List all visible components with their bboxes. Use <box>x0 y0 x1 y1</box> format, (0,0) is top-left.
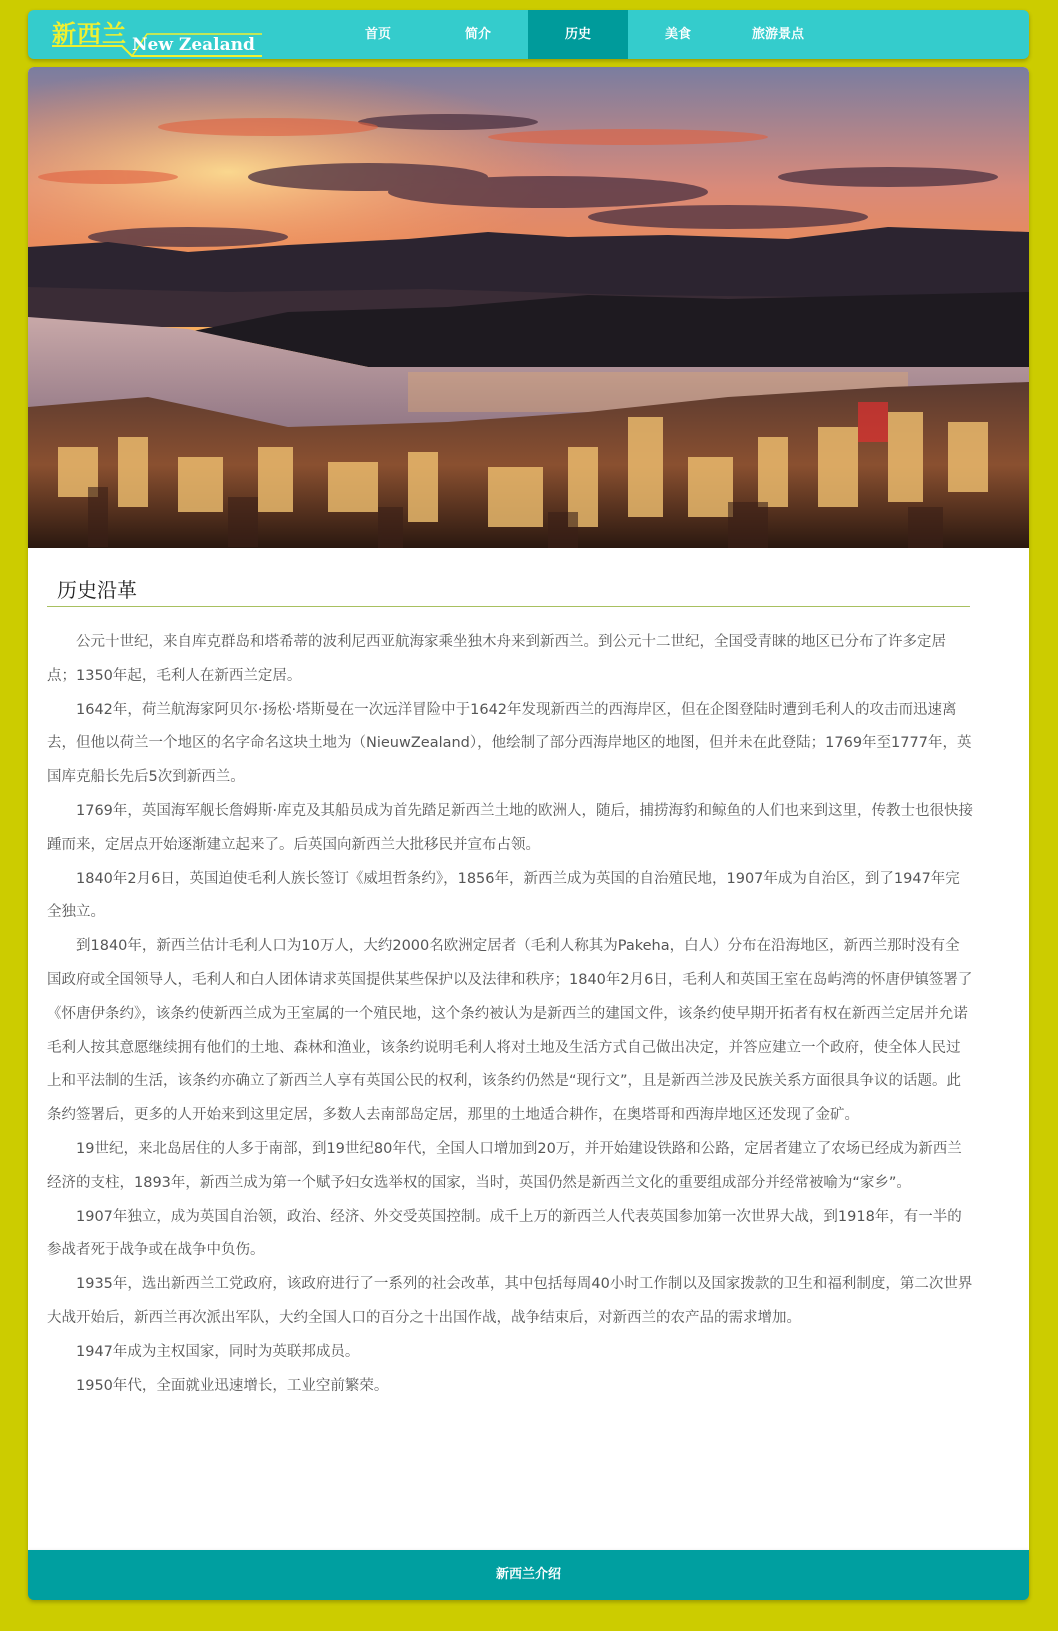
logo-chinese: 新西兰 <box>52 20 127 48</box>
article-paragraph: 1907年独立，成为英国自治领，政治、经济、外交受英国控制。成千上万的新西兰人代表英国参加第一次世界大战，到1918年，有一半的参战者死于战争或在战争中负伤。 <box>47 1208 962 1259</box>
article-paragraph: 1840年2月6日，英国迫使毛利人族长签订《威坦哲条约》，1856年，新西兰成为英国的自治殖民地，1907年成为自治区，到了1947年完全独立。 <box>47 870 960 921</box>
article-paragraph: 1947年成为主权国家，同时为英联邦成员。 <box>76 1343 360 1360</box>
article-paragraph: 到1840年，新西兰估计毛利人口为10万人，大约2000名欧洲定居者（毛利人称其为Pakeha，白人）分布在沿海地区，新西兰那时没有全国政府或全国领导人，毛利人和白人团体请求英国提供某些保护以及法律和秩序；1840年2月6日，毛利人和英国王室在岛屿湾的怀唐伊镇签署了《怀唐伊条约》，该条约使新西兰成为王室属的一个殖民地，这个条约被认为是新西兰的建国文件，该条约使早期开拓者有权在新西兰定居并允诺毛利人按其意愿继续拥有他们的土地、森林和渔业，该条约说明毛利人将对土地及生活方式自己做出决定，并答应建立一个政府，使全体人民过上和平法制的生活，该条约亦确立了新西兰人享有英国公民的权利，该条约仍然是“现行文”，且是新西兰涉及民族关系方面很具争议的话题。此条约签署后，更多的人开始来到这里定居，多数人去南部岛定居，那里的土地适合耕作，在奥塔哥和西海岸地区还发现了金矿。 <box>47 938 973 1124</box>
article-paragraph: 公元十世纪，来自库克群岛和塔希蒂的波利尼西亚航海家乘坐独木舟来到新西兰。到公元十二世纪，全国受青睐的地区已分布了许多定居点；1350年起，毛利人在新西兰定居。 <box>47 634 946 684</box>
nav-item-attractions[interactable]: 旅游景点 <box>751 27 804 42</box>
nav-item-intro[interactable]: 简介 <box>464 27 491 42</box>
article-paragraph: 1935年，选出新西兰工党政府，该政府进行了一系列的社会改革，其中包括每周40小时工作制以及国家拨款的卫生和福利制度，第二次世界大战开始后，新西兰再次派出军队，大约全国人口的百分之十出国作战，战争结束后，对新西兰的农产品的需求增加。 <box>47 1276 973 1326</box>
article-paragraph: 1950年代，全面就业迅速增长，工业空前繁荣。 <box>76 1377 389 1394</box>
header-bar <box>28 10 1029 59</box>
page-title: 历史沿革 <box>57 578 137 602</box>
nav-item-history[interactable]: 历史 <box>528 10 628 59</box>
logo-english: New Zealand <box>132 35 255 55</box>
article-paragraph: 1642年，荷兰航海家阿贝尔·扬松·塔斯曼在一次远洋冒险中于1642年发现新西兰的西海岸区，但在企图登陆时遭到毛利人的攻击而迅速离去，但他以荷兰一个地区的名字命名这块土地为（NieuwZealand），他绘制了部分西海岸地区的地图，但并未在此登陆；1769年至1777年，英国库克船长先后5次到新西兰。 <box>47 701 972 786</box>
article-paragraph: 19世纪，来北岛居住的人多于南部，到19世纪80年代，全国人口增加到20万，并开始建设铁路和公路，定居者建立了农场已经成为新西兰经济的支柱，1893年，新西兰成为第一个赋予妇女选举权的国家，当时，英国仍然是新西兰文化的重要组成部分并经常被喻为“家乡”。 <box>47 1140 962 1191</box>
history-article <box>47 626 973 1403</box>
footer-bar: 新西兰介绍 <box>28 1550 1029 1600</box>
nav-item-food[interactable]: 美食 <box>664 27 691 42</box>
section-title-wrap <box>47 569 970 607</box>
nav-item-home[interactable]: 首页 <box>364 27 391 42</box>
main-content <box>28 67 1029 1550</box>
wellington-sunset-image <box>28 67 1029 548</box>
article-paragraph: 1769年，英国海军舰长詹姆斯·库克及其船员成为首先踏足新西兰土地的欧洲人，随后，捕捞海豹和鲸鱼的人们也来到这里，传教士也很快接踵而来，定居点开始逐渐建立起来了。后英国向新西兰大批移民并宣布占领。 <box>47 802 974 853</box>
main-nav <box>328 10 828 59</box>
site-logo[interactable] <box>52 14 272 58</box>
banner-image <box>28 67 1029 548</box>
